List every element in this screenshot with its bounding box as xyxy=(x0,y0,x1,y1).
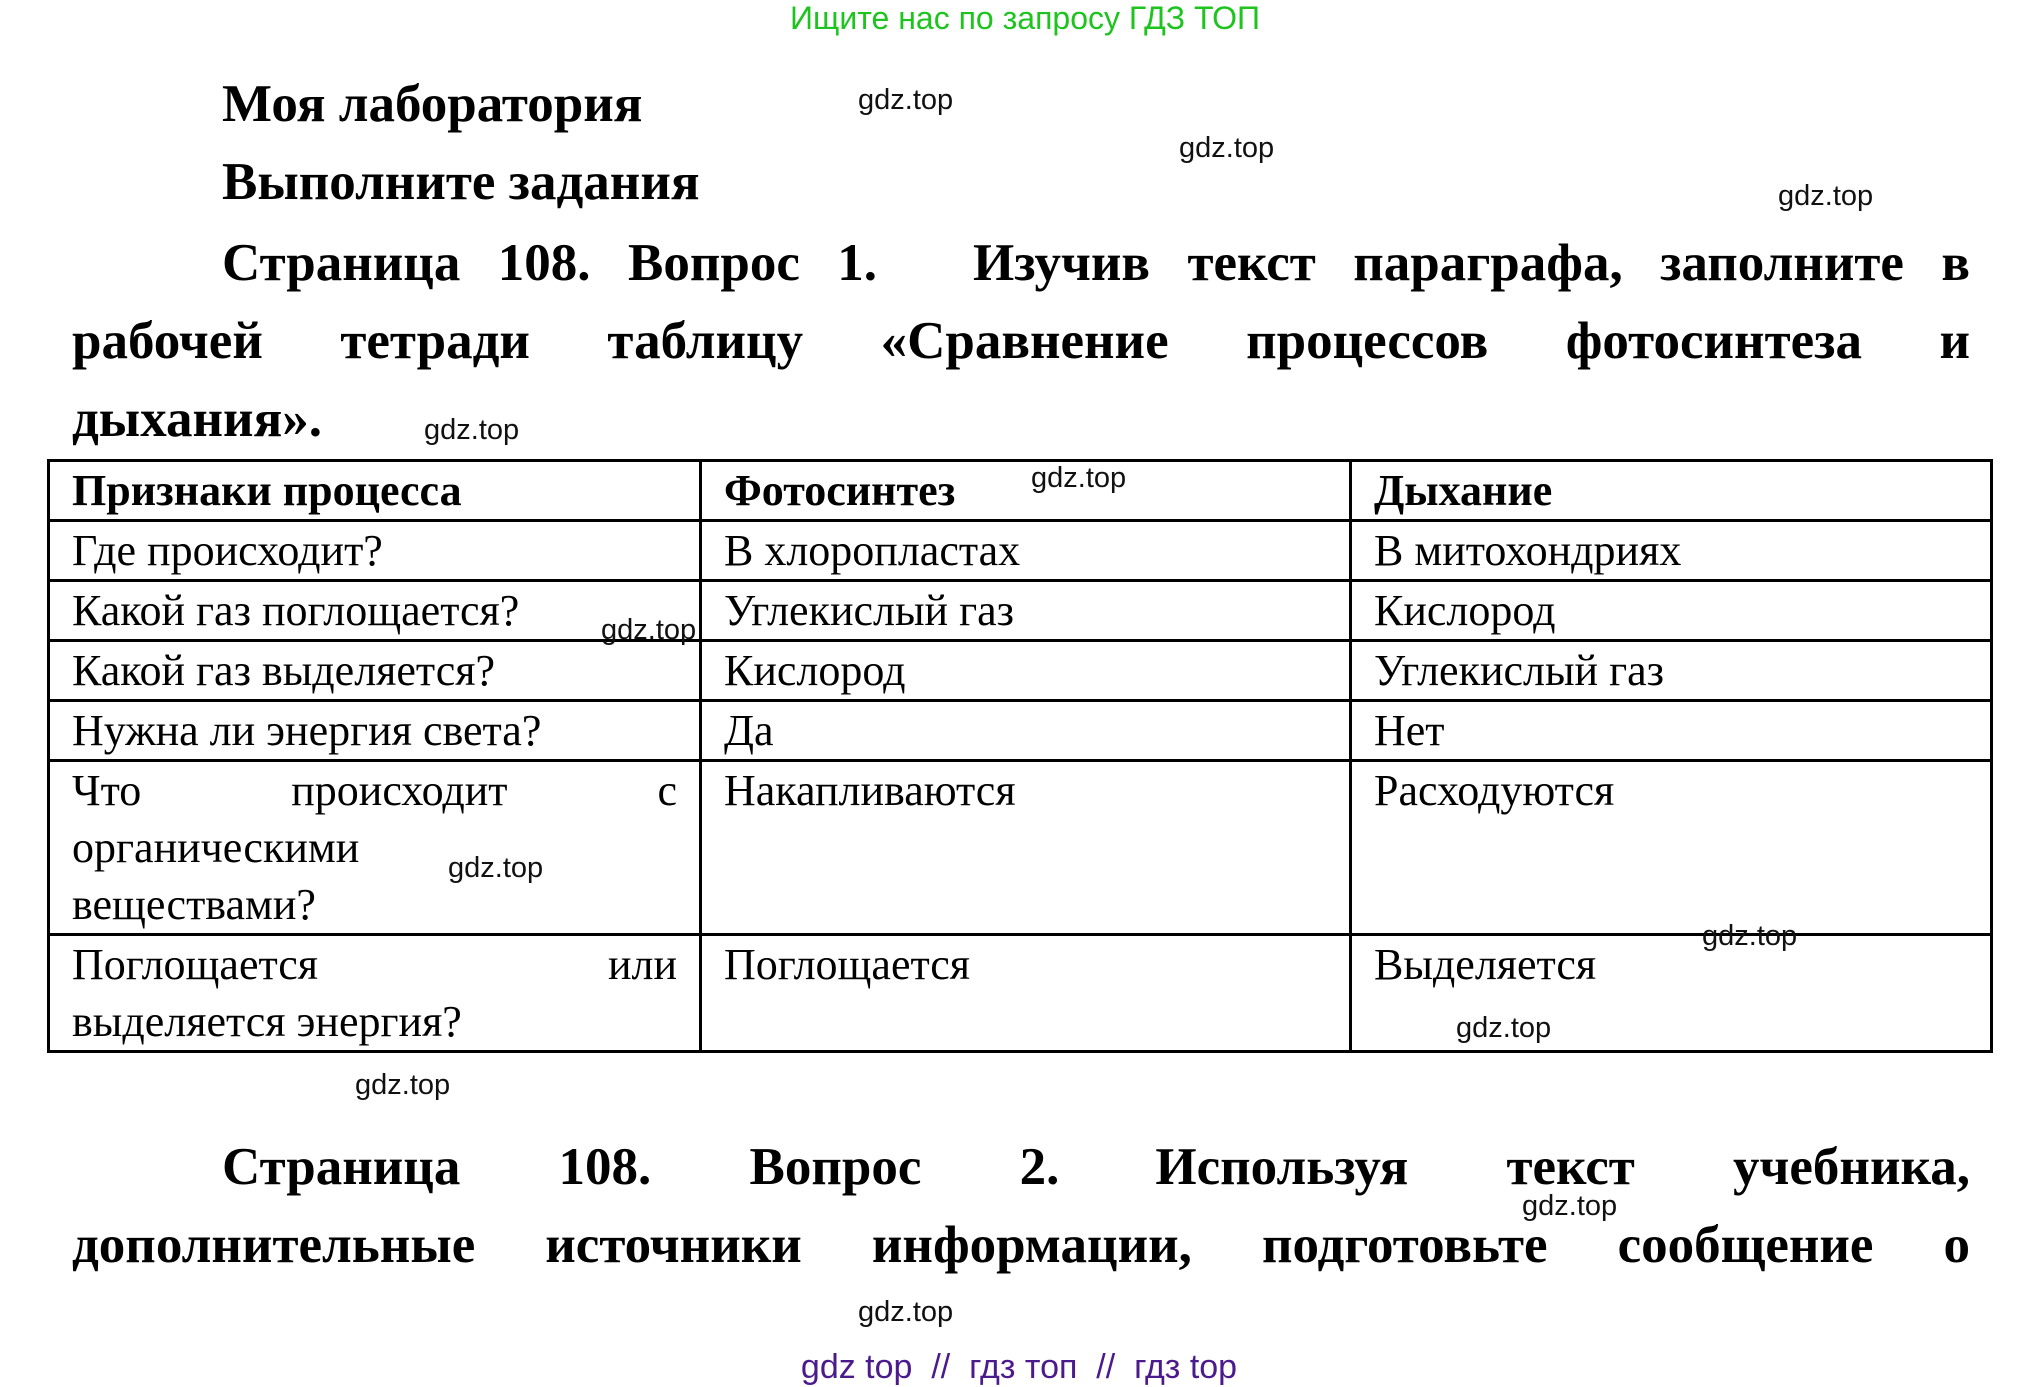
watermark: gdz.top xyxy=(1702,920,1798,952)
table-row xyxy=(49,761,1992,935)
watermark: gdz.top xyxy=(448,852,544,884)
table-cell: Да xyxy=(701,701,1351,761)
table-cell: Какой газ выделяется? xyxy=(49,641,701,701)
table-cell: Расходуются xyxy=(1351,761,1992,935)
table-header-row xyxy=(49,461,1992,521)
watermark: gdz.top xyxy=(355,1069,451,1101)
watermark: gdz.top xyxy=(1456,1012,1552,1044)
table-cell: Кислород xyxy=(1351,581,1992,641)
header-cell: Дыхание xyxy=(1351,461,1992,521)
table-cell: Какой газ поглощается? xyxy=(49,581,701,641)
table-cell: Углекислый газ xyxy=(1351,641,1992,701)
table-cell: Выделяется xyxy=(1351,935,1992,1052)
table-cell: Что происходит с органическими веществами? xyxy=(49,761,701,935)
subsection-heading: Выполните задания xyxy=(222,153,700,211)
footer-links: gdz top // гдз топ // гдз top xyxy=(800,1348,1238,1386)
header-cell: Признаки процесса xyxy=(49,461,701,521)
table-cell: Нет xyxy=(1351,701,1992,761)
table-cell: Накапливаются xyxy=(701,761,1351,935)
question-2-text: Страница 108. Вопрос 2. Используя текст учебника, дополнительные источники информации, подготовьте сообщение о xyxy=(72,1138,1970,1274)
table-cell: Где происходит? xyxy=(49,521,701,581)
question-1-label: Страница 108. Вопрос 1. xyxy=(222,234,878,292)
watermark: gdz.top xyxy=(601,614,697,646)
watermark: gdz.top xyxy=(1522,1190,1618,1222)
table-row xyxy=(49,701,1992,761)
table-cell: Кислород xyxy=(701,641,1351,701)
comparison-table xyxy=(47,459,1993,1053)
watermark: gdz.top xyxy=(858,1296,954,1328)
watermark: gdz.top xyxy=(1778,180,1874,212)
watermark: gdz.top xyxy=(1179,132,1275,164)
section-heading: Моя лаборатория xyxy=(222,75,643,133)
table-cell: Поглощается или выделяется энергия? xyxy=(49,935,701,1052)
table-cell: Нужна ли энергия света? xyxy=(49,701,701,761)
watermark: gdz.top xyxy=(858,84,954,116)
table-cell: В хлоропластах xyxy=(701,521,1351,581)
table-cell: В митохондриях xyxy=(1351,521,1992,581)
watermark: gdz.top xyxy=(424,414,520,446)
table-cell: Углекислый газ xyxy=(701,581,1351,641)
table-row xyxy=(49,581,1992,641)
table-row xyxy=(49,641,1992,701)
search-banner: Ищите нас по запросу ГДЗ ТОП xyxy=(790,0,1260,36)
question-1-text: Страница 108. Вопрос 1. Изучив текст параграфа, заполните в рабочей тетради таблицу «Сравнение процессов фотосинтеза и дыхания». xyxy=(72,234,1970,448)
table-cell: Поглощается xyxy=(701,935,1351,1052)
watermark: gdz.top xyxy=(1031,462,1127,494)
question-2-label: Страница 108. Вопрос 2. xyxy=(222,1138,1060,1196)
table-row xyxy=(49,521,1992,581)
table-row xyxy=(49,935,1992,1052)
header-cell: Фотосинтез xyxy=(701,461,1351,521)
